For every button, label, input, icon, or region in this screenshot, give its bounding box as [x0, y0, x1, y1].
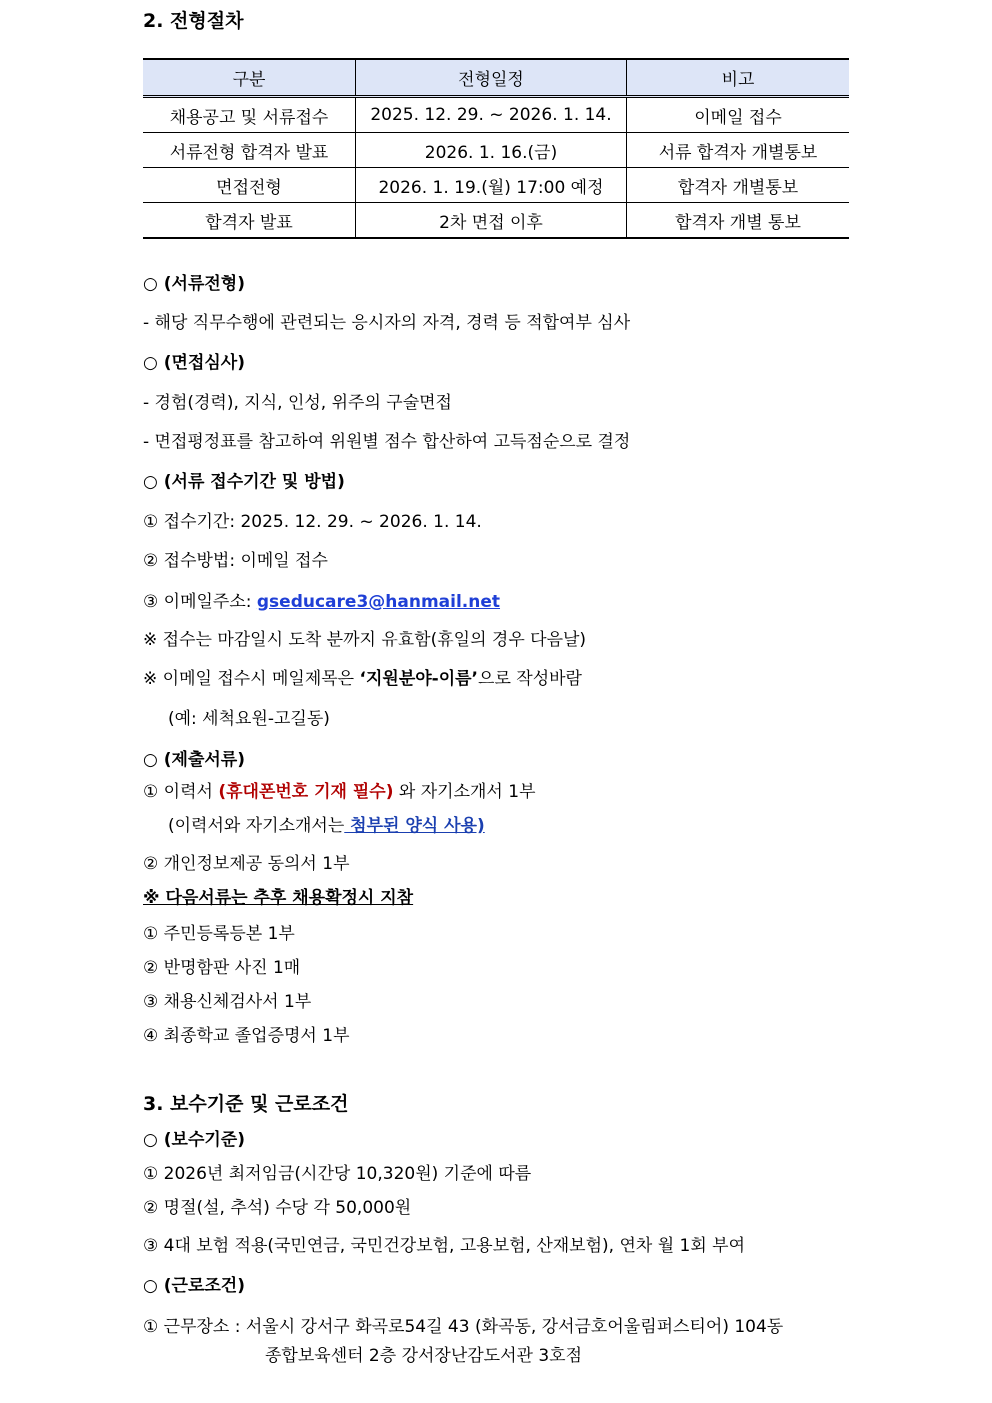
interview-item: - 면접평정표를 참고하여 위원별 점수 합산하여 고득점순으로 결정 [143, 432, 631, 452]
table-row [143, 97, 849, 133]
table-cell: 2025. 12. 29. ~ 2026. 1. 14. [356, 97, 627, 133]
table-row [143, 133, 849, 168]
table-row [143, 168, 849, 203]
table-row [143, 203, 849, 239]
submission-example: (예: 세척요원-고길동) [168, 709, 330, 729]
pay-heading: ○ (보수기준) [143, 1130, 245, 1150]
work-place-line: 종합보육센터 2층 강서장난감도서관 3호점 [265, 1346, 583, 1366]
table-cell: 2026. 1. 16.(금) [356, 133, 627, 168]
documents-item: ② 개인정보제공 동의서 1부 [143, 854, 350, 874]
section-title: 2. 전형절차 [143, 10, 244, 32]
interview-item: - 경험(경력), 지식, 인성, 위주의 구술면접 [143, 393, 452, 413]
pay-item: ① 2026년 최저임금(시간당 10,320원) 기준에 따름 [143, 1164, 532, 1184]
table-cell: 2026. 1. 19.(월) 17:00 예정 [356, 168, 627, 203]
submission-email-line [143, 590, 500, 614]
doc-screen-item: - 해당 직무수행에 관련되는 응시자의 자격, 경력 등 적합여부 심사 [143, 313, 631, 333]
table-header: 비고 [627, 59, 850, 97]
item-text: ① 이력서 [143, 782, 219, 802]
required-note: (휴대폰번호 기재 필수) [218, 782, 394, 802]
attached-form-link[interactable]: 첨부된 양식 사용) [344, 816, 485, 836]
doc-screen-heading: ○ (서류전형) [143, 274, 245, 294]
conditions-heading: ○ (근로조건) [143, 1276, 245, 1296]
later-document-item: ① 주민등록등본 1부 [143, 924, 295, 944]
work-place-line: ① 근무장소 : 서울시 강서구 화곡로54길 43 (화곡동, 강서금호어울림퍼스티어) 104동 [143, 1317, 784, 1337]
table-cell: 합격자 개별통보 [627, 168, 850, 203]
note-text: ※ 이메일 접수시 메일제목은 [143, 669, 360, 689]
later-documents-heading: ※ 다음서류는 추후 채용확정시 지참 [143, 888, 414, 908]
table-header-row [143, 59, 849, 97]
schedule-table [143, 58, 849, 239]
note-bold-text: ‘지원분야-이름’ [359, 669, 479, 689]
section-title: 3. 보수기준 및 근로조건 [143, 1093, 349, 1115]
table-header: 구분 [143, 59, 356, 97]
table-cell: 2차 면접 이후 [356, 203, 627, 239]
table-cell: 합격자 발표 [143, 203, 356, 239]
table-cell: 합격자 개별 통보 [627, 203, 850, 239]
table-cell: 면접전형 [143, 168, 356, 203]
email-label: ③ 이메일주소: [143, 592, 257, 612]
item-text: 와 자기소개서 1부 [393, 782, 536, 802]
interview-heading: ○ (면접심사) [143, 353, 245, 373]
table-cell: 이메일 접수 [627, 97, 850, 133]
later-document-item: ④ 최종학교 졸업증명서 1부 [143, 1026, 350, 1046]
note-text: 으로 작성바람 [478, 669, 582, 689]
later-document-item: ③ 채용신체검사서 1부 [143, 992, 312, 1012]
documents-item [143, 780, 536, 804]
submission-method: ② 접수방법: 이메일 접수 [143, 551, 328, 571]
table-cell: 서류 합격자 개별통보 [627, 133, 850, 168]
submission-note [143, 667, 582, 691]
documents-heading: ○ (제출서류) [143, 750, 245, 770]
item-text: (이력서와 자기소개서는 [168, 816, 345, 836]
pay-item: ③ 4대 보험 적용(국민연금, 국민건강보험, 고용보험, 산재보험), 연차 월 1회 부여 [143, 1236, 746, 1256]
table-cell: 서류전형 합격자 발표 [143, 133, 356, 168]
later-document-item: ② 반명함판 사진 1매 [143, 958, 301, 978]
submission-period: ① 접수기간: 2025. 12. 29. ~ 2026. 1. 14. [143, 512, 482, 532]
table-cell: 채용공고 및 서류접수 [143, 97, 356, 133]
documents-subitem [168, 814, 485, 838]
email-link[interactable]: gseducare3@hanmail.net [256, 592, 501, 612]
table-header: 전형일정 [356, 59, 627, 97]
submission-heading: ○ (서류 접수기간 및 방법) [143, 472, 345, 492]
submission-note: ※ 접수는 마감일시 도착 분까지 유효함(휴일의 경우 다음날) [143, 630, 587, 650]
pay-item: ② 명절(설, 추석) 수당 각 50,000원 [143, 1198, 412, 1218]
